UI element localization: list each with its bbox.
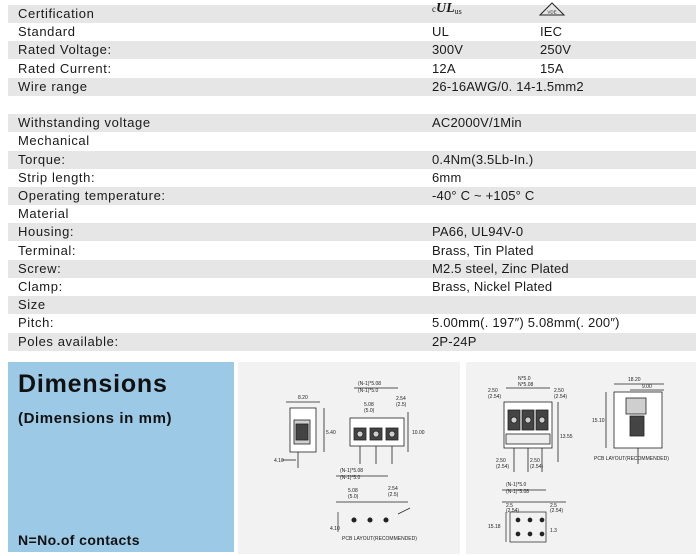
dim-5-08: 5.08 [364,402,374,408]
pcb-layout-b [502,490,566,542]
spec-label: Pitch: [18,315,55,331]
spec-row [8,23,696,41]
dim-n-1-5-08: (N-1)*5.08 [358,381,382,387]
pcb-4-10: 4.10 [330,526,340,532]
dim-n-1-5-0: (N-1)*5.0 [358,388,379,394]
dim-13-55: 13.55 [560,434,573,440]
spec-label: Terminal: [18,242,77,258]
spec-row [8,60,696,78]
spec-row [8,96,696,114]
pcb-b-2-5-b: 2.5 [550,503,557,509]
dim-5-40: 5.40 [326,430,336,436]
spec-row [8,151,696,169]
spec-value-ul: 26-16AWG/0. 14-1.5mm2 [432,78,584,94]
dim-b-2-54-a: (2.54) [488,394,502,400]
spec-value-ul: 2P-24P [432,333,477,349]
spec-row [8,205,696,223]
dim-2-54: 2.54 [396,396,406,402]
vde-cert-icon [538,2,566,16]
pcb-b-n1-5-0: (N-1)*5.0 [506,482,527,488]
spec-value-ul: 6mm [432,169,462,185]
spec-row [8,314,696,332]
dimensions-title: Dimensions [18,370,168,398]
dim-n-5-0: N*5.0 [518,376,531,382]
ul-c-label: c [432,4,436,14]
spec-row [8,41,696,59]
spec-label: Certification [18,6,95,21]
dim-b-bottom-2-50-b: 2.50 [530,458,540,464]
spec-label: Withstanding voltage [18,115,151,131]
spec-label: Strip length: [18,169,96,185]
spec-label: Size [18,297,46,313]
spec-value-iec: 250V [540,42,572,58]
dim-b-2-50-b: 2.50 [554,388,564,394]
side-view [282,402,324,468]
dim-n-5-08: N*5.08 [518,382,534,388]
spec-row [8,132,696,150]
spec-value-ul: Brass, Tin Plated [432,242,534,258]
spec-value-iec: IEC [540,24,563,40]
pcb-b-1-3: 1.3 [550,528,557,534]
spec-row [8,260,696,278]
pcb-b-n1-5-08: (N-1)*5.08 [506,489,530,495]
pcb-n1-5-0: (N-1)*5.0 [340,475,361,481]
spec-value-ul: Brass, Nickel Plated [432,279,553,294]
ul-cert-mark [432,0,462,18]
spec-value-ul: 12A [432,60,456,76]
dim-8-20: 8.20 [298,395,308,401]
dim-b-bottom-2-50: 2.50 [496,458,506,464]
spec-row [8,296,696,314]
spec-row [8,333,696,351]
spec-row [8,278,696,296]
pcb-b-2-5: 2.5 [506,503,513,509]
spec-value-ul: PA66, UL94V-0 [432,224,524,240]
spec-label: Operating temperature: [18,188,166,203]
dimensions-panel [8,362,234,552]
spec-value-ul: -40° C ~ +105° C [432,188,535,203]
pcb-2-5: (2.5) [388,492,399,498]
pcb-b-2-54-b: (2.54) [550,508,564,514]
spec-label: Material [18,206,70,222]
pcb-5-08: 5.08 [348,488,358,494]
pcb-caption-a: PCB LAYOUT(RECOMMENDED) [342,536,417,542]
svg-text:VDE: VDE [547,9,557,15]
spec-label: Screw: [18,260,62,276]
spec-label: Standard [18,24,76,40]
spec-value-ul: 0.4Nm(3.5Lb-In.) [432,151,534,167]
spec-value-ul: 300V [432,42,464,58]
technical-drawing-b [466,362,696,554]
ul-label: UL [436,1,455,16]
contacts-note: N=No.of contacts [18,532,140,548]
spec-value-ul: M2.5 steel, Zinc Plated [432,260,569,276]
pcb-n1-5-08: (N-1)*5.08 [340,468,364,474]
dim-18-20: 18.20 [628,377,641,383]
spec-row [8,5,696,23]
spec-value-iec: 15A [540,60,564,76]
technical-drawing-a [238,362,460,554]
spec-label: Torque: [18,151,66,167]
dim-b-2-50-a: 2.50 [488,388,498,394]
spec-value-ul: 5.00mm(. 197″) 5.08mm(. 200″) [432,315,620,331]
spec-label: Mechanical [18,133,90,149]
pcb-layout-a [336,476,410,532]
dim-9-00: 9.00 [642,384,652,390]
pcb-2-54: 2.54 [388,486,398,492]
ul-us-label: us [454,7,462,16]
dim-b-bottom-2-54: (2.54) [496,464,510,470]
spec-value-ul: UL [432,24,450,40]
dim-b-2-54-b: (2.54) [554,394,568,400]
dim-2-5: (2.5) [396,402,407,408]
dim-5-0: (5.0) [364,408,375,414]
spec-label: Housing: [18,224,75,240]
spec-label: Rated Current: [18,60,112,76]
dim-b-bottom-2-54-b: (2.54) [530,464,544,470]
dim-4-10: 4.10 [274,458,284,464]
spec-label: Poles available: [18,333,119,349]
spec-label: Wire range [18,78,88,94]
dimensions-subtitle: (Dimensions in mm) [18,410,173,427]
spec-row [8,242,696,260]
pcb-5-0: (5.0) [348,494,359,500]
spec-label: Clamp: [18,279,63,294]
side-view-b [606,384,664,464]
spec-row [8,223,696,241]
pcb-b-15-18: 15.18 [488,524,501,530]
spec-value-ul: AC2000V/1Min [432,115,522,131]
pcb-b-2-54: (2.54) [506,508,520,514]
spec-row [8,78,696,96]
spec-row [8,114,696,132]
dim-10-00: 10.00 [412,430,425,436]
pcb-caption-b: PCB LAYOUT(RECOMMENDED) [594,456,669,462]
dim-15-10: 15.10 [592,418,605,424]
spec-label: Rated Voltage: [18,42,112,58]
spec-row [8,187,696,205]
spec-row [8,169,696,187]
